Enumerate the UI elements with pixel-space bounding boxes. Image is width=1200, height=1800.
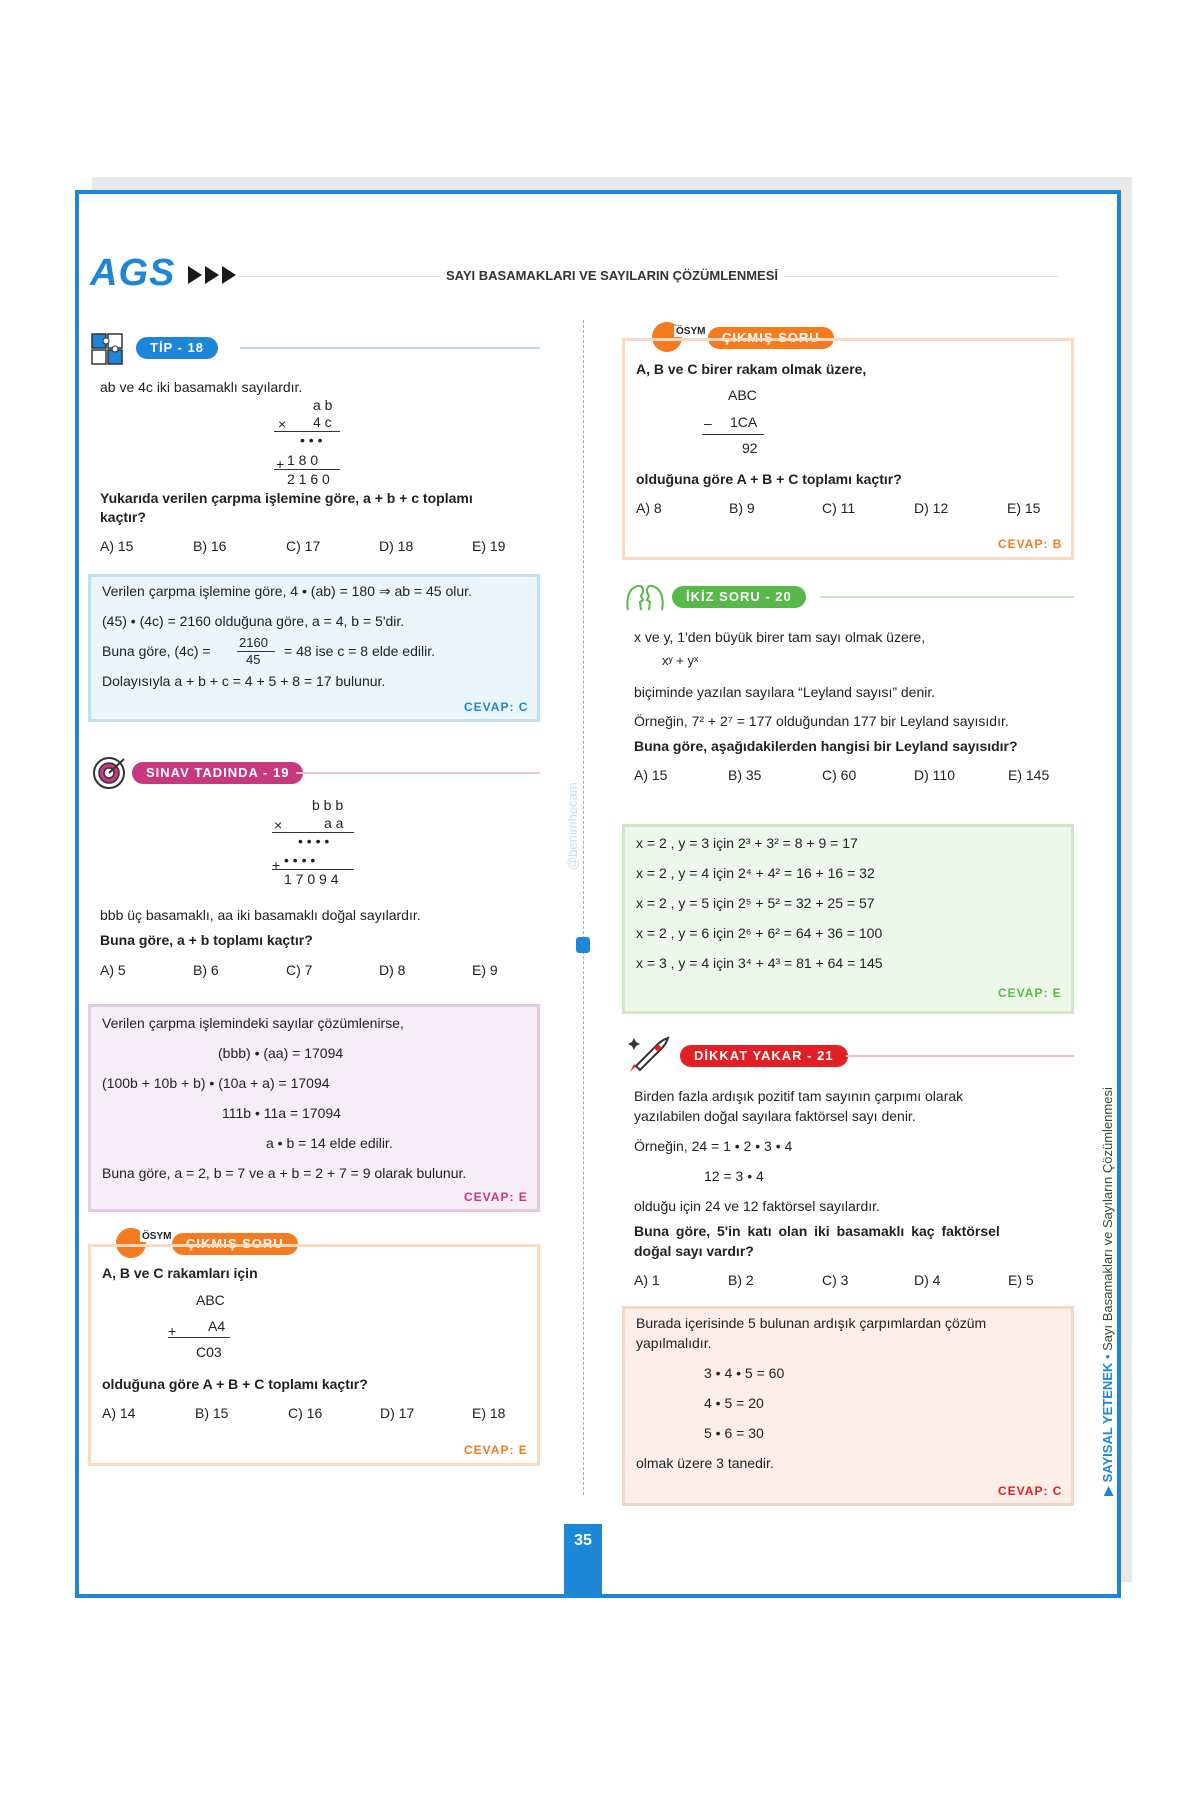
dikkat-21-question-1: Buna göre, 5'in katı olan iki basamaklı kaç faktörsel	[634, 1223, 1000, 1239]
fraction-denominator: 45	[246, 652, 261, 667]
side-arrow-icon: ▶	[1100, 1486, 1115, 1496]
mult-plus: +	[276, 456, 285, 472]
sinav-19-sol-6: Buna göre, a = 2, b = 7 ve a + b = 2 + 7 = 9 olarak bulunur.	[102, 1165, 467, 1181]
add-row-2: A4	[208, 1318, 226, 1334]
sub-line	[702, 434, 764, 435]
dikkat-21-line-4: 12 = 3 • 4	[704, 1168, 764, 1184]
dikkat-21-sol-1: Burada içerisinde 5 bulunan ardışık çarpımlardan çözüm	[636, 1315, 987, 1331]
triple-arrow-icon	[188, 264, 238, 291]
option[interactable]: B) 16	[193, 538, 227, 554]
option[interactable]: A) 1	[634, 1272, 660, 1288]
option[interactable]: A) 8	[636, 500, 662, 516]
option[interactable]: C) 3	[822, 1272, 849, 1288]
option[interactable]: E) 9	[472, 962, 498, 978]
ikiz-20-rule	[820, 596, 1074, 598]
mult-line-2	[274, 469, 340, 470]
mult-x: ×	[274, 817, 283, 833]
ikiz-20-sol-3: x = 2 , y = 5 için 2⁵ + 5² = 32 + 25 = 57	[636, 895, 875, 911]
mult-row-5: 2 1 6 0	[287, 471, 330, 487]
mult-row-4: 1 8 0	[287, 452, 319, 468]
mult-row-5: 1 7 0 9 4	[284, 871, 339, 887]
add-row-3: C03	[196, 1344, 222, 1360]
option[interactable]: D) 110	[914, 767, 955, 783]
mult-row-2: 4 c	[313, 414, 332, 430]
add-line	[168, 1337, 230, 1338]
option[interactable]: D) 4	[914, 1272, 941, 1288]
ikiz-20-sol-4: x = 2 , y = 6 için 2⁶ + 6² = 64 + 36 = 100	[636, 925, 883, 941]
option[interactable]: D) 18	[379, 538, 414, 554]
mult-row-3: • • •	[300, 432, 323, 448]
ikiz-20-sol-5: x = 3 , y = 4 için 3⁴ + 4³ = 81 + 64 = 145	[636, 955, 883, 971]
option[interactable]: D) 8	[379, 962, 406, 978]
tip-18-answer: CEVAP: C	[464, 700, 529, 714]
option[interactable]: E) 15	[1007, 500, 1041, 516]
dikkat-21-sol-3: 3 • 4 • 5 = 60	[704, 1365, 785, 1381]
option[interactable]: C) 17	[286, 538, 321, 554]
dikkat-21-sol-4: 4 • 5 = 20	[704, 1395, 764, 1411]
sub-minus: –	[704, 415, 712, 431]
sinav-19-sol-5: a • b = 14 elde edilir.	[266, 1135, 393, 1151]
column-divider	[583, 320, 584, 1495]
option[interactable]: B) 6	[193, 962, 219, 978]
option[interactable]: C) 16	[288, 1405, 323, 1421]
osym-left-answer: CEVAP: E	[464, 1443, 528, 1457]
option[interactable]: A) 15	[100, 538, 134, 554]
dikkat-21-sol-6: olmak üzere 3 tanedir.	[636, 1455, 774, 1471]
header-title: SAYI BASAMAKLARI VE SAYILARIN ÇÖZÜMLENMESİ	[440, 268, 784, 283]
osym-right-intro: A, B ve C birer rakam olmak üzere,	[636, 361, 867, 377]
ags-logo: AGS	[90, 252, 176, 294]
sinav-19-question: Buna göre, a + b toplamı kaçtır?	[100, 932, 313, 948]
sub-row-3: 92	[742, 440, 758, 456]
osym-right-question: olduğuna göre A + B + C toplamı kaçtır?	[636, 471, 902, 487]
side-label-a: SAYISAL YETENEK	[1100, 1362, 1115, 1483]
dikkat-21-rule	[846, 1055, 1074, 1057]
option[interactable]: A) 15	[634, 767, 668, 783]
dikkat-21-question-2: doğal sayı vardır?	[634, 1243, 754, 1259]
fraction-numerator: 2160	[239, 635, 268, 650]
sinav-19-answer: CEVAP: E	[464, 1190, 528, 1204]
sinav-19-rule	[296, 772, 540, 774]
tip-18-sol-4: Dolayısıyla a + b + c = 4 + 5 + 8 = 17 bulunur.	[102, 673, 386, 689]
option[interactable]: B) 2	[728, 1272, 754, 1288]
mult-plus: +	[272, 857, 281, 873]
target-icon	[92, 756, 126, 795]
osym-right-badge: ÇIKMIŞ SORU	[708, 327, 834, 349]
sinav-19-sol-2: (bbb) • (aa) = 17094	[218, 1045, 344, 1061]
ikiz-20-line-3: Örneğin, 7² + 2⁷ = 177 olduğundan 177 bir Leyland sayısıdır.	[634, 713, 1009, 729]
tip-18-sol-3a: Buna göre, (4c) =	[102, 643, 211, 659]
add-row-1: ABC	[196, 1292, 225, 1308]
sinav-19-badge: SINAV TADINDA - 19	[132, 762, 303, 784]
option[interactable]: A) 5	[100, 962, 126, 978]
mult-x: ×	[278, 416, 287, 432]
dikkat-21-badge: DİKKAT YAKAR - 21	[680, 1045, 848, 1067]
osym-left-intro: A, B ve C rakamları için	[102, 1265, 258, 1281]
twin-heads-icon	[624, 580, 666, 621]
option[interactable]: C) 7	[286, 962, 313, 978]
tip-18-question-2: kaçtır?	[100, 509, 146, 525]
sub-row-1: ABC	[728, 387, 757, 403]
ikiz-20-sol-2: x = 2 , y = 4 için 2⁴ + 4² = 16 + 16 = 32	[636, 865, 875, 881]
ikiz-20-question: Buna göre, aşağıdakilerden hangisi bir Leyland sayısıdır?	[634, 738, 1018, 754]
ikiz-20-expression: xʸ + yˣ	[662, 653, 699, 668]
tip-18-question-1: Yukarıda verilen çarpma işlemine göre, a + b + c toplamı	[100, 490, 473, 506]
ikiz-20-sol-1: x = 2 , y = 3 için 2³ + 3² = 8 + 9 = 17	[636, 835, 858, 851]
dikkat-21-sol-5: 5 • 6 = 30	[704, 1425, 764, 1441]
sinav-19-sol-4: 111b • 11a = 17094	[222, 1105, 341, 1121]
osym-left-badge: ÇIKMIŞ SORU	[172, 1233, 298, 1255]
sinav-19-sol-1: Verilen çarpma işlemindeki sayılar çözümlenirse,	[102, 1015, 404, 1031]
option[interactable]: A) 14	[102, 1405, 136, 1421]
osym-label: ÖSYM	[676, 326, 706, 337]
dikkat-21-line-2: yazılabilen doğal sayılara faktörsel sayı denir.	[634, 1108, 916, 1124]
dikkat-21-answer: CEVAP: C	[998, 1484, 1063, 1498]
mult-row-1: b b b	[312, 797, 344, 813]
option[interactable]: D) 17	[380, 1405, 415, 1421]
tip-18-sol-1: Verilen çarpma işlemine göre, 4 • (ab) = 180 ⇒ ab = 45 olur.	[102, 583, 472, 599]
tip-18-intro: ab ve 4c iki basamaklı sayılardır.	[100, 379, 303, 395]
sub-row-2: 1CA	[730, 414, 758, 430]
option[interactable]: B) 15	[195, 1405, 229, 1421]
dikkat-21-line-3: Örneğin, 24 = 1 • 2 • 3 • 4	[634, 1138, 793, 1154]
option[interactable]: B) 9	[729, 500, 755, 516]
divider-marker-icon	[576, 937, 590, 953]
mult-line-2	[272, 869, 354, 870]
rocket-icon	[628, 1034, 672, 1079]
option[interactable]: D) 12	[914, 500, 949, 516]
mult-row-4: • • • •	[284, 852, 316, 868]
option[interactable]: E) 19	[472, 538, 506, 554]
add-plus: +	[168, 1323, 177, 1339]
tip-18-rule	[240, 347, 540, 349]
option[interactable]: E) 5	[1008, 1272, 1034, 1288]
sinav-19-intro: bbb üç basamaklı, aa iki basamaklı doğal sayılardır.	[100, 907, 421, 923]
ikiz-20-line-2: biçiminde yazılan sayılara “Leyland sayısı” denir.	[634, 684, 936, 700]
tip-18-badge: TİP - 18	[136, 337, 218, 359]
option[interactable]: C) 60	[822, 767, 857, 783]
osym-right-answer: CEVAP: B	[998, 537, 1063, 551]
osym-label: ÖSYM	[142, 1231, 172, 1242]
side-label	[1100, 1087, 1116, 1496]
page-number: 35	[574, 1532, 592, 1549]
option[interactable]: C) 11	[822, 500, 856, 516]
sinav-19-sol-3: (100b + 10b + b) • (10a + a) = 17094	[102, 1075, 330, 1091]
dikkat-21-line-1: Birden fazla ardışık pozitif tam sayının çarpımı olarak	[634, 1088, 964, 1104]
mult-row-3: • • • •	[298, 833, 330, 849]
option[interactable]: E) 18	[472, 1405, 506, 1421]
dikkat-21-sol-2: yapılmalıdır.	[636, 1335, 712, 1351]
mult-row-1: a b	[313, 397, 333, 413]
option[interactable]: E) 145	[1008, 767, 1050, 783]
watermark: @benimhocam	[565, 782, 580, 870]
puzzle-icon	[90, 332, 126, 371]
tip-18-sol-3b: = 48 ise c = 8 elde edilir.	[284, 643, 435, 659]
tip-18-sol-2: (45) • (4c) = 2160 olduğuna göre, a = 4, b = 5'dir.	[102, 613, 405, 629]
mult-row-2: a a	[324, 815, 344, 831]
ikiz-20-badge: İKİZ SORU - 20	[672, 586, 806, 608]
ikiz-20-line-1: x ve y, 1'den büyük birer tam sayı olmak üzere,	[634, 629, 926, 645]
dikkat-21-line-5: olduğu için 24 ve 12 faktörsel sayılardır.	[634, 1198, 880, 1214]
side-label-b: Sayı Basamakları ve Sayıların Çözümlenmesi	[1100, 1087, 1115, 1351]
side-sep: •	[1100, 1354, 1115, 1360]
osym-left-question: olduğuna göre A + B + C toplamı kaçtır?	[102, 1376, 368, 1392]
option[interactable]: B) 35	[728, 767, 762, 783]
ikiz-20-answer: CEVAP: E	[998, 986, 1062, 1000]
